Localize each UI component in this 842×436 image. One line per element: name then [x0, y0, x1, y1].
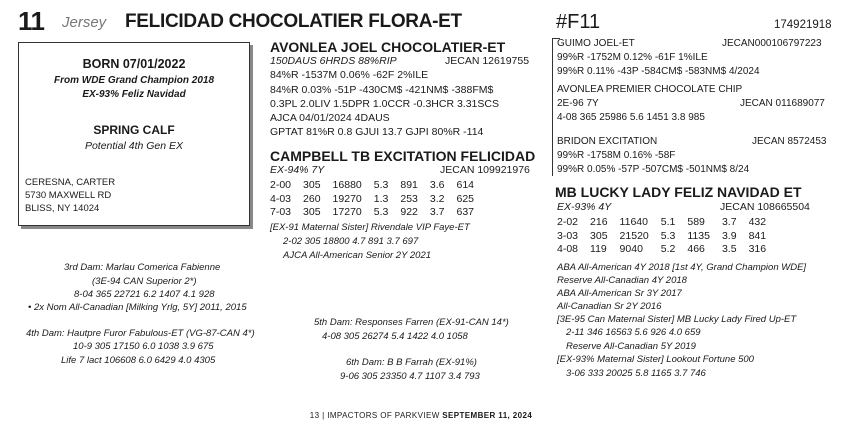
owner-line: 5730 MAXWELL RD [25, 190, 112, 201]
sire-sire-name: GUIMO JOEL-ET [557, 38, 635, 49]
table-row: 7-03 305 17270 5.3 922 3.7 637 [270, 206, 475, 218]
dam-dam-class: EX-93% 4Y [557, 201, 612, 213]
fourth-dam-name: 4th Dam: Hautpre Furor Fabulous-ET (VG-87-CAN 4*) [26, 328, 255, 339]
dam-name: CAMPBELL TB EXCITATION FELICIDAD [270, 148, 536, 164]
info-note: EX-93% Feliz Navidad [82, 89, 186, 100]
dam-sire-genomics: 99%R -1758M 0.16% -58F [557, 150, 676, 161]
sire-sire-genomics: 99%R 0.11% -43P -584CM$ -583NM$ 4/2024 [557, 66, 760, 77]
dam-dam-note: 3-06 333 20025 5.8 1165 3.7 746 [566, 368, 706, 379]
dam-dam-registration: JECAN 108665504 [720, 201, 810, 213]
table-row: 4-03 260 19270 1.3 253 3.2 625 [270, 192, 475, 205]
sire-genomics: 0.3PL 2.0LIV 1.5DPR 1.0CCR -0.3HCR 3.31SCS [270, 98, 499, 110]
dam-dam-note: All-Canadian Sr 2Y 2016 [557, 301, 662, 312]
fourth-dam-record: 10-9 305 17150 6.0 1038 3.9 675 [73, 341, 214, 352]
publication-date: SEPTEMBER 11, 2024 [442, 411, 533, 420]
sire-dam-name: AVONLEA PREMIER CHOCOLATE CHIP [557, 84, 743, 95]
dam-dam-note: Reserve All-Canadian 5Y 2019 [566, 341, 696, 352]
lot-number: 11 [18, 6, 45, 36]
dam-sire-registration: JECAN 8572453 [752, 136, 827, 147]
sire-genomics: AJCA 04/01/2024 4DAUS [270, 112, 390, 124]
sire-dam-class: 2E-96 7Y [557, 98, 599, 109]
owner-line: BLISS, NY 14024 [25, 203, 100, 214]
dam-dam-note: ABA All-American 4Y 2018 [1st 4Y, Grand Champion WDE] [557, 262, 807, 273]
dam-dam-note: ABA All-American Sr 3Y 2017 [557, 288, 682, 299]
sixth-dam-record: 9-06 305 23350 4.7 1107 3.4 793 [340, 371, 480, 382]
sire-sire-genomics: 99%R -1752M 0.12% -61F 1%ILE [557, 52, 708, 63]
table-row: 2-02 216 11640 5.1 589 3.7 432 [557, 216, 767, 228]
dam-dam-name: MB LUCKY LADY FELIZ NAVIDAD ET [555, 184, 802, 200]
info-note: From WDE Grand Champion 2018 [53, 75, 215, 86]
dam-sire-genomics: 99%R 0.05% -57P -507CM$ -501NM$ 8/24 [557, 164, 750, 175]
animal-name: FELICIDAD CHOCOLATIER FLORA-ET [125, 11, 462, 32]
page-number: 13 [309, 411, 320, 420]
lot-code: #F11 [556, 11, 601, 33]
breed-label: Jersey [62, 14, 107, 31]
sire-genomics: 84%R -1537M 0.06% -62F 2%ILE [270, 69, 429, 81]
dam-class: EX-94% 7Y [270, 164, 325, 176]
sire-dam-record: 4-08 365 25986 5.6 1451 3.8 985 [557, 112, 705, 123]
sire-registration: JECAN 12619755 [445, 55, 530, 67]
table-row: 3-03 305 21520 5.3 1135 3.9 841 [557, 229, 767, 242]
info-box [18, 42, 250, 226]
fourth-dam-lifetime: Life 7 lact 106608 6.0 6429 4.0 4305 [61, 355, 216, 366]
table-row: 4-08 119 9040 5.2 466 3.5 316 [557, 243, 767, 255]
sire-dam-registration: JECAN 011689077 [740, 98, 825, 109]
dam-note: [EX-91 Maternal Sister] Rivendale VIP Faye-ET [270, 222, 470, 233]
registration-number: 174921918 [774, 19, 832, 31]
potential-note: Potential 4th Gen EX [84, 140, 184, 152]
sire-genomics: 84%R 0.03% -51P -430CM$ -421NM$ -388FM$ [270, 84, 494, 96]
sire-sire-registration: JECAN000106797223 [722, 38, 822, 49]
dam-note: 2-02 305 18800 4.7 891 3.7 697 [283, 236, 419, 247]
dam-dam-note: [EX-93% Maternal Sister] Lookout Fortune 500 [557, 354, 754, 365]
dam-registration: JECAN 109921976 [440, 164, 530, 176]
dam-dam-note: Reserve All-Canadian 4Y 2018 [557, 275, 687, 286]
dam-sire-name: BRIDON EXCITATION [557, 136, 658, 147]
dam-dam-note: [3E-95 Can Maternal Sister] MB Lucky Lady Fired Up-ET [557, 314, 797, 325]
dam-dam-lactation-table [557, 216, 778, 257]
third-dam-award: • 2x Nom All-Canadian [Milking Yrlg, 5Y] 2011, 2015 [28, 302, 247, 313]
birth-date: BORN 07/01/2022 [82, 57, 186, 71]
sire-stats: 150DAUS 6HRDS 88%RIP [270, 55, 397, 67]
pedigree-bracket [552, 38, 553, 176]
third-dam-name: 3rd Dam: Marlau Comerica Fabienne [64, 262, 221, 273]
sire-genomics: GPTAT 81%R 0.8 GJUI 13.7 GJPI 80%R -114 [270, 126, 484, 138]
third-dam-record: 8-04 365 22721 6.2 1407 4.1 928 [74, 289, 215, 300]
third-dam-class: (3E-94 CAN Superior 2*) [92, 276, 197, 287]
dam-note: AJCA All-American Senior 2Y 2021 [283, 250, 432, 261]
page-footer [0, 411, 842, 420]
animal-class: SPRING CALF [93, 123, 175, 137]
sixth-dam-name: 6th Dam: B B Farrah (EX-91%) [346, 357, 477, 368]
dam-lactation-table [270, 179, 486, 220]
owner-line: CERESNA, CARTER [25, 177, 116, 188]
sire-name: AVONLEA JOEL CHOCOLATIER-ET [270, 39, 506, 55]
fifth-dam-name: 5th Dam: Responses Farren (EX-91-CAN 14*) [314, 317, 509, 328]
fifth-dam-record: 4-08 305 26274 5.4 1422 4.0 1058 [322, 331, 468, 342]
footer-separator: | [322, 411, 325, 420]
publication-name: IMPACTORS OF PARKVIEW [327, 411, 440, 420]
table-row: 2-00 305 16880 5.3 891 3.6 614 [270, 179, 475, 191]
dam-dam-note: 2-11 346 16563 5.6 926 4.0 659 [566, 327, 701, 338]
